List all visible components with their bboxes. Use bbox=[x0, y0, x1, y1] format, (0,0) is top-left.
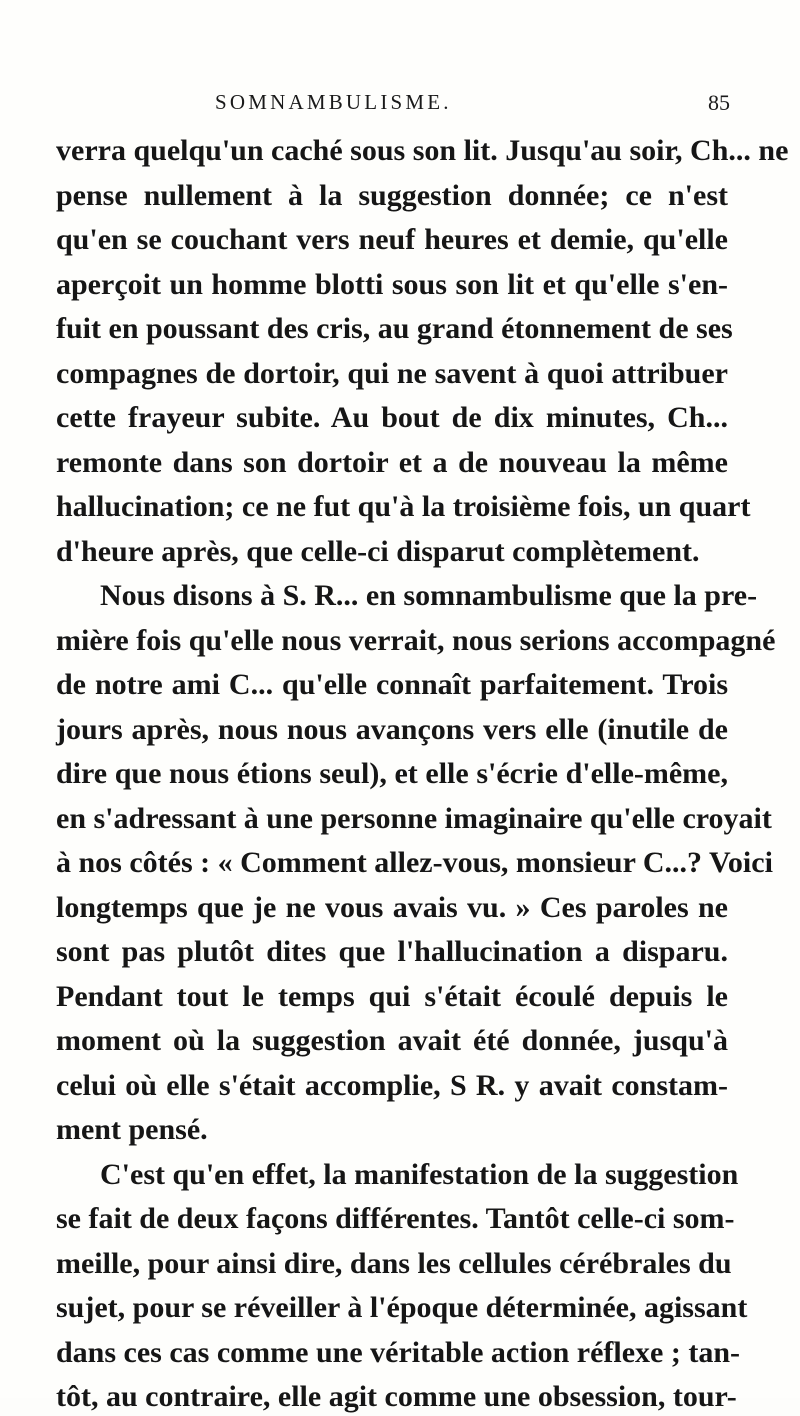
text-line: sont pas plutôt dites que l'hallucination a disparu. bbox=[56, 935, 728, 968]
text-line: aperçoit un homme blotti sous son lit et qu'elle s'en- bbox=[56, 267, 728, 301]
paragraph-start-line: Nous disons à S. R... en somnambulisme que la pre- bbox=[100, 579, 758, 612]
text-line: qu'en se couchant vers neuf heures et demie, qu'elle bbox=[56, 223, 728, 256]
text-line: dire que nous étions seul), et elle s'écrie d'elle-même, bbox=[56, 757, 728, 790]
text-line: hallucination; ce ne fut qu'à la troisième fois, un quart bbox=[56, 490, 751, 523]
text-line: pense nullement à la suggestion donnée; ce n'est bbox=[56, 178, 728, 212]
text-line: de notre ami C... qu'elle connaît parfaitement. Trois bbox=[56, 668, 728, 701]
text-line: dans ces cas comme une véritable action réflexe ; tan- bbox=[56, 1335, 740, 1369]
text-line: jours après, nous nous avançons vers elle (inutile de bbox=[56, 712, 728, 746]
text-line: Pendant tout le temps qui s'était écoulé depuis le bbox=[56, 979, 728, 1013]
page-number: 85 bbox=[708, 90, 730, 115]
paragraph-start-line: C'est qu'en effet, la manifestation de la suggestion bbox=[100, 1157, 739, 1191]
text-line: fuit en poussant des cris, au grand étonnement de ses bbox=[56, 312, 733, 345]
text-line: à nos côtés : « Comment allez-vous, monsieur C...? Voici bbox=[56, 846, 773, 879]
text-line: remonte dans son dortoir et a de nouveau la même bbox=[56, 445, 728, 479]
text-line: compagnes de dortoir, qui ne savent à quoi attribuer bbox=[56, 356, 728, 390]
text-line: tôt, au contraire, elle agit comme une obsession, tour- bbox=[56, 1380, 737, 1413]
text-line: celui où elle s'était accomplie, S R. y avait constam- bbox=[56, 1068, 728, 1102]
text-line: meille, pour ainsi dire, dans les cellules cérébrales du bbox=[56, 1246, 732, 1280]
text-line: d'heure après, que celle-ci disparut complètement. bbox=[56, 534, 700, 568]
text-line: longtemps que je ne vous avais vu. » Ces paroles ne bbox=[56, 890, 728, 924]
text-line: en s'adressant à une personne imaginaire qu'elle croyait bbox=[56, 801, 772, 835]
page-header bbox=[215, 90, 730, 124]
text-line: moment où la suggestion avait été donnée, jusqu'à bbox=[56, 1024, 728, 1057]
text-line: mière fois qu'elle nous verrait, nous serions accompagné bbox=[56, 623, 776, 657]
text-line: ment pensé. bbox=[56, 1113, 208, 1146]
text-line: sujet, pour se réveiller à l'époque déterminée, agissant bbox=[56, 1291, 748, 1324]
text-line: se fait de deux façons différentes. Tantôt celle-ci som- bbox=[56, 1202, 735, 1235]
text-line: cette frayeur subite. Au bout de dix minutes, Ch... bbox=[56, 401, 728, 434]
text-line: verra quelqu'un caché sous son lit. Jusqu'au soir, Ch... ne bbox=[56, 134, 789, 167]
running-title: SOMNAMBULISME. bbox=[215, 90, 452, 114]
